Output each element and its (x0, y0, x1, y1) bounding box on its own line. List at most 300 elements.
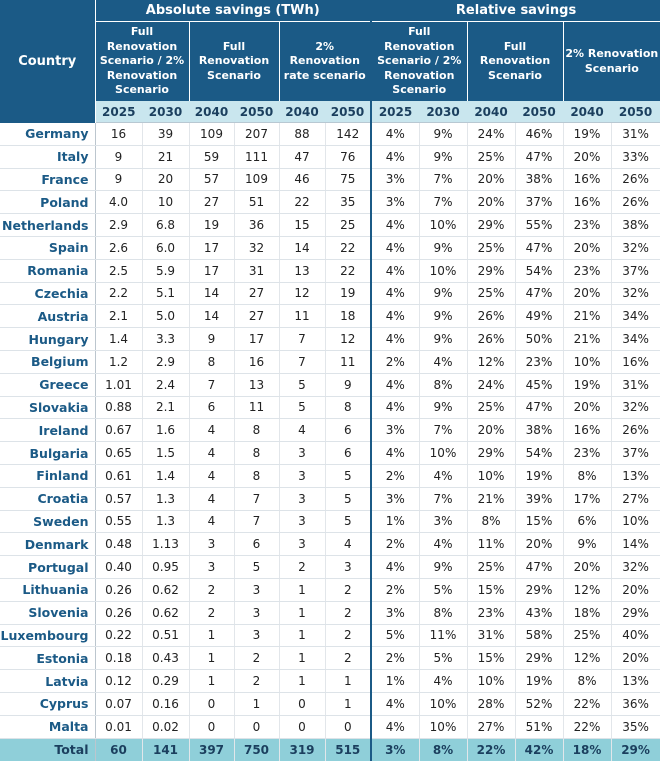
table-row (0, 328, 660, 351)
value-cell: 7% (419, 419, 467, 442)
country-name: Czechia (0, 282, 95, 305)
value-cell: 0.18 (95, 647, 142, 670)
value-cell: 18% (563, 601, 611, 624)
value-cell: 19% (563, 373, 611, 396)
country-name: Belgium (0, 350, 95, 373)
value-cell: 27% (611, 487, 660, 510)
value-cell: 23% (563, 259, 611, 282)
value-cell: 25% (467, 396, 515, 419)
value-cell: 2 (234, 647, 279, 670)
value-cell: 75 (325, 168, 371, 191)
value-cell: 4% (371, 259, 419, 282)
country-name: Malta (0, 715, 95, 738)
value-cell: 32% (611, 236, 660, 259)
value-cell: 0.55 (95, 510, 142, 533)
value-cell: 20% (563, 236, 611, 259)
value-cell: 10% (563, 350, 611, 373)
year-header: 2050 (234, 101, 279, 123)
value-cell: 7 (234, 510, 279, 533)
value-cell: 13 (234, 373, 279, 396)
value-cell: 1 (189, 647, 234, 670)
value-cell: 38% (515, 168, 563, 191)
value-cell: 207 (234, 123, 279, 146)
value-cell: 8 (234, 442, 279, 465)
value-cell: 17% (563, 487, 611, 510)
value-cell: 4% (419, 464, 467, 487)
value-cell: 36% (611, 692, 660, 715)
value-cell: 38% (515, 419, 563, 442)
value-cell: 6% (563, 510, 611, 533)
value-cell: 34% (611, 305, 660, 328)
value-cell: 10% (467, 464, 515, 487)
value-cell: 4% (371, 236, 419, 259)
value-cell: 3% (371, 738, 419, 761)
value-cell: 4 (189, 510, 234, 533)
country-name: Denmark (0, 533, 95, 556)
year-header: 2030 (142, 101, 189, 123)
value-cell: 11 (279, 305, 325, 328)
table-row (0, 533, 660, 556)
value-cell: 2.1 (142, 396, 189, 419)
value-cell: 11 (234, 396, 279, 419)
value-cell: 29% (515, 647, 563, 670)
value-cell: 25% (467, 236, 515, 259)
value-cell: 18% (563, 738, 611, 761)
value-cell: 0.61 (95, 464, 142, 487)
table-row (0, 123, 660, 146)
value-cell: 5.1 (142, 282, 189, 305)
table-row (0, 305, 660, 328)
value-cell: 0.01 (95, 715, 142, 738)
value-cell: 6 (325, 419, 371, 442)
value-cell: 17 (234, 328, 279, 351)
value-cell: 2 (325, 601, 371, 624)
value-cell: 1 (234, 692, 279, 715)
value-cell: 27 (234, 282, 279, 305)
value-cell: 6 (189, 396, 234, 419)
value-cell: 16 (234, 350, 279, 373)
value-cell: 31% (611, 373, 660, 396)
value-cell: 10% (419, 442, 467, 465)
value-cell: 6.0 (142, 236, 189, 259)
value-cell: 5 (325, 464, 371, 487)
country-name: Estonia (0, 647, 95, 670)
value-cell: 1.4 (142, 464, 189, 487)
value-cell: 27 (234, 305, 279, 328)
value-cell: 4 (279, 419, 325, 442)
value-cell: 5 (234, 556, 279, 579)
value-cell: 2% (371, 578, 419, 601)
value-cell: 3.3 (142, 328, 189, 351)
value-cell: 141 (142, 738, 189, 761)
value-cell: 16% (563, 419, 611, 442)
value-cell: 109 (234, 168, 279, 191)
value-cell: 750 (234, 738, 279, 761)
value-cell: 3 (325, 556, 371, 579)
value-cell: 1 (279, 578, 325, 601)
value-cell: 3% (371, 487, 419, 510)
value-cell: 9% (563, 533, 611, 556)
value-cell: 34% (611, 328, 660, 351)
value-cell: 1.01 (95, 373, 142, 396)
value-cell: 14% (611, 533, 660, 556)
value-cell: 14 (279, 236, 325, 259)
value-cell: 9 (95, 168, 142, 191)
value-cell: 2% (371, 464, 419, 487)
value-cell: 3 (279, 510, 325, 533)
value-cell: 0.26 (95, 578, 142, 601)
value-cell: 29% (467, 259, 515, 282)
value-cell: 3 (189, 533, 234, 556)
value-cell: 2.1 (95, 305, 142, 328)
value-cell: 9% (419, 145, 467, 168)
country-name: France (0, 168, 95, 191)
value-cell: 26% (467, 305, 515, 328)
value-cell: 17 (189, 236, 234, 259)
value-cell: 4% (371, 556, 419, 579)
value-cell: 25 (325, 214, 371, 237)
country-name: Portugal (0, 556, 95, 579)
value-cell: 33% (611, 145, 660, 168)
year-header: 2050 (325, 101, 371, 123)
table-row (0, 350, 660, 373)
value-cell: 3% (419, 510, 467, 533)
value-cell: 1 (325, 692, 371, 715)
value-cell: 26% (611, 168, 660, 191)
value-cell: 11 (325, 350, 371, 373)
value-cell: 23% (563, 214, 611, 237)
value-cell: 0.22 (95, 624, 142, 647)
year-header: 2040 (279, 101, 325, 123)
country-name: Slovenia (0, 601, 95, 624)
value-cell: 397 (189, 738, 234, 761)
value-cell: 17 (189, 259, 234, 282)
value-cell: 4% (371, 214, 419, 237)
table-row (0, 191, 660, 214)
value-cell: 54% (515, 442, 563, 465)
value-cell: 9% (419, 305, 467, 328)
country-header: Country (0, 0, 95, 123)
value-cell: 18 (325, 305, 371, 328)
table-row (0, 670, 660, 693)
value-cell: 2% (371, 533, 419, 556)
value-cell: 29% (467, 442, 515, 465)
value-cell: 3 (279, 442, 325, 465)
value-cell: 9 (325, 373, 371, 396)
scenario-header: Full Renovation Scenario (467, 22, 563, 102)
value-cell: 1.13 (142, 533, 189, 556)
value-cell: 4 (189, 442, 234, 465)
value-cell: 27 (189, 191, 234, 214)
value-cell: 0 (189, 715, 234, 738)
value-cell: 10% (419, 214, 467, 237)
value-cell: 37% (611, 442, 660, 465)
value-cell: 35% (611, 715, 660, 738)
value-cell: 22 (325, 259, 371, 282)
value-cell: 2.4 (142, 373, 189, 396)
value-cell: 20% (467, 419, 515, 442)
country-name: Ireland (0, 419, 95, 442)
table-row (0, 214, 660, 237)
value-cell: 26% (467, 328, 515, 351)
table-row (0, 601, 660, 624)
value-cell: 28% (467, 692, 515, 715)
value-cell: 36 (234, 214, 279, 237)
value-cell: 22 (279, 191, 325, 214)
country-name: Greece (0, 373, 95, 396)
value-cell: 1 (279, 647, 325, 670)
value-cell: 0.88 (95, 396, 142, 419)
country-name: Romania (0, 259, 95, 282)
total-row (0, 738, 660, 761)
country-name: Germany (0, 123, 95, 146)
value-cell: 4% (419, 670, 467, 693)
value-cell: 4% (419, 533, 467, 556)
value-cell: 22 (325, 236, 371, 259)
scenario-header: Full Renovation Scenario / 2% Renovation Scenario (371, 22, 467, 102)
table-row (0, 556, 660, 579)
value-cell: 2 (189, 601, 234, 624)
value-cell: 15% (467, 647, 515, 670)
value-cell: 10% (419, 692, 467, 715)
country-name: Lithuania (0, 578, 95, 601)
value-cell: 4% (371, 396, 419, 419)
value-cell: 8 (234, 464, 279, 487)
value-cell: 13% (611, 464, 660, 487)
value-cell: 3 (279, 533, 325, 556)
value-cell: 12 (279, 282, 325, 305)
value-cell: 47% (515, 396, 563, 419)
value-cell: 51% (515, 715, 563, 738)
value-cell: 10 (142, 191, 189, 214)
value-cell: 88 (279, 123, 325, 146)
value-cell: 46 (279, 168, 325, 191)
value-cell: 5 (279, 373, 325, 396)
value-cell: 0.51 (142, 624, 189, 647)
country-name: Croatia (0, 487, 95, 510)
value-cell: 0.62 (142, 578, 189, 601)
country-name: Netherlands (0, 214, 95, 237)
value-cell: 10% (611, 510, 660, 533)
value-cell: 2% (371, 647, 419, 670)
value-cell: 37% (611, 259, 660, 282)
value-cell: 12% (563, 578, 611, 601)
value-cell: 38% (611, 214, 660, 237)
value-cell: 2.2 (95, 282, 142, 305)
country-name: Latvia (0, 670, 95, 693)
value-cell: 57 (189, 168, 234, 191)
table-row (0, 168, 660, 191)
value-cell: 25% (467, 145, 515, 168)
value-cell: 9 (95, 145, 142, 168)
value-cell: 1% (371, 510, 419, 533)
value-cell: 9% (419, 328, 467, 351)
country-name: Luxembourg (0, 624, 95, 647)
table-row (0, 396, 660, 419)
value-cell: 21% (563, 305, 611, 328)
value-cell: 47 (279, 145, 325, 168)
value-cell: 5% (371, 624, 419, 647)
value-cell: 47% (515, 282, 563, 305)
value-cell: 5% (419, 647, 467, 670)
value-cell: 4% (371, 123, 419, 146)
value-cell: 0.43 (142, 647, 189, 670)
value-cell: 0.02 (142, 715, 189, 738)
value-cell: 4% (371, 305, 419, 328)
year-header: 2050 (515, 101, 563, 123)
table-row (0, 464, 660, 487)
scenario-header: 2% Renovation Scenario (563, 22, 660, 102)
value-cell: 109 (189, 123, 234, 146)
year-header: 2050 (611, 101, 660, 123)
value-cell: 2 (325, 647, 371, 670)
value-cell: 4% (419, 350, 467, 373)
value-cell: 29% (611, 601, 660, 624)
value-cell: 4% (371, 442, 419, 465)
value-cell: 8 (234, 419, 279, 442)
value-cell: 0.29 (142, 670, 189, 693)
value-cell: 31 (234, 259, 279, 282)
value-cell: 19 (325, 282, 371, 305)
value-cell: 9% (419, 123, 467, 146)
value-cell: 12% (563, 647, 611, 670)
value-cell: 2 (325, 578, 371, 601)
value-cell: 3 (189, 556, 234, 579)
year-header: 2025 (95, 101, 142, 123)
value-cell: 0.48 (95, 533, 142, 556)
value-cell: 0.07 (95, 692, 142, 715)
value-cell: 10% (419, 715, 467, 738)
year-header: 2040 (467, 101, 515, 123)
value-cell: 7 (189, 373, 234, 396)
year-header: 2030 (419, 101, 467, 123)
value-cell: 32% (611, 282, 660, 305)
value-cell: 39% (515, 487, 563, 510)
value-cell: 16% (563, 191, 611, 214)
value-cell: 59 (189, 145, 234, 168)
country-name: Cyprus (0, 692, 95, 715)
value-cell: 1 (325, 670, 371, 693)
value-cell: 9% (419, 556, 467, 579)
value-cell: 76 (325, 145, 371, 168)
value-cell: 0 (189, 692, 234, 715)
value-cell: 8% (467, 510, 515, 533)
value-cell: 16 (95, 123, 142, 146)
value-cell: 37% (515, 191, 563, 214)
value-cell: 11% (419, 624, 467, 647)
value-cell: 0 (279, 692, 325, 715)
value-cell: 60 (95, 738, 142, 761)
value-cell: 1.3 (142, 487, 189, 510)
year-header: 2040 (189, 101, 234, 123)
value-cell: 4% (371, 328, 419, 351)
value-cell: 42% (515, 738, 563, 761)
value-cell: 3% (371, 191, 419, 214)
value-cell: 2.9 (95, 214, 142, 237)
table-row (0, 259, 660, 282)
table-row (0, 487, 660, 510)
value-cell: 16% (611, 350, 660, 373)
value-cell: 20% (611, 578, 660, 601)
absolute-savings-header: Absolute savings (TWh) (95, 0, 371, 22)
value-cell: 0.65 (95, 442, 142, 465)
value-cell: 24% (467, 123, 515, 146)
table-row (0, 236, 660, 259)
value-cell: 4% (371, 145, 419, 168)
value-cell: 0.26 (95, 601, 142, 624)
value-cell: 5 (325, 510, 371, 533)
value-cell: 8% (563, 464, 611, 487)
country-name: Italy (0, 145, 95, 168)
value-cell: 5% (419, 578, 467, 601)
value-cell: 6 (234, 533, 279, 556)
value-cell: 19% (515, 464, 563, 487)
value-cell: 4 (189, 419, 234, 442)
value-cell: 0.12 (95, 670, 142, 693)
table-row (0, 624, 660, 647)
country-name: Sweden (0, 510, 95, 533)
value-cell: 8 (325, 396, 371, 419)
value-cell: 1.4 (95, 328, 142, 351)
value-cell: 21 (142, 145, 189, 168)
table-row (0, 510, 660, 533)
value-cell: 12 (325, 328, 371, 351)
value-cell: 19 (189, 214, 234, 237)
value-cell: 1.3 (142, 510, 189, 533)
value-cell: 20% (515, 533, 563, 556)
value-cell: 15% (515, 510, 563, 533)
table-row (0, 442, 660, 465)
value-cell: 1 (279, 624, 325, 647)
value-cell: 20% (467, 191, 515, 214)
table-row (0, 373, 660, 396)
table-row (0, 145, 660, 168)
table-row (0, 647, 660, 670)
value-cell: 319 (279, 738, 325, 761)
value-cell: 0.57 (95, 487, 142, 510)
value-cell: 22% (563, 715, 611, 738)
value-cell: 2 (234, 670, 279, 693)
value-cell: 1% (371, 670, 419, 693)
value-cell: 20% (611, 647, 660, 670)
value-cell: 1 (189, 624, 234, 647)
value-cell: 21% (467, 487, 515, 510)
value-cell: 35 (325, 191, 371, 214)
value-cell: 29% (467, 214, 515, 237)
value-cell: 23% (515, 350, 563, 373)
value-cell: 16% (563, 168, 611, 191)
table-row (0, 715, 660, 738)
country-name: Poland (0, 191, 95, 214)
value-cell: 0.40 (95, 556, 142, 579)
value-cell: 10% (467, 670, 515, 693)
value-cell: 39 (142, 123, 189, 146)
value-cell: 11% (467, 533, 515, 556)
value-cell: 21% (563, 328, 611, 351)
value-cell: 20% (563, 282, 611, 305)
value-cell: 2.6 (95, 236, 142, 259)
value-cell: 47% (515, 145, 563, 168)
value-cell: 3% (371, 601, 419, 624)
year-header: 2025 (371, 101, 419, 123)
value-cell: 8% (419, 373, 467, 396)
value-cell: 4 (189, 464, 234, 487)
value-cell: 0 (279, 715, 325, 738)
value-cell: 32 (234, 236, 279, 259)
value-cell: 8% (419, 738, 467, 761)
value-cell: 4% (371, 715, 419, 738)
table-row (0, 282, 660, 305)
